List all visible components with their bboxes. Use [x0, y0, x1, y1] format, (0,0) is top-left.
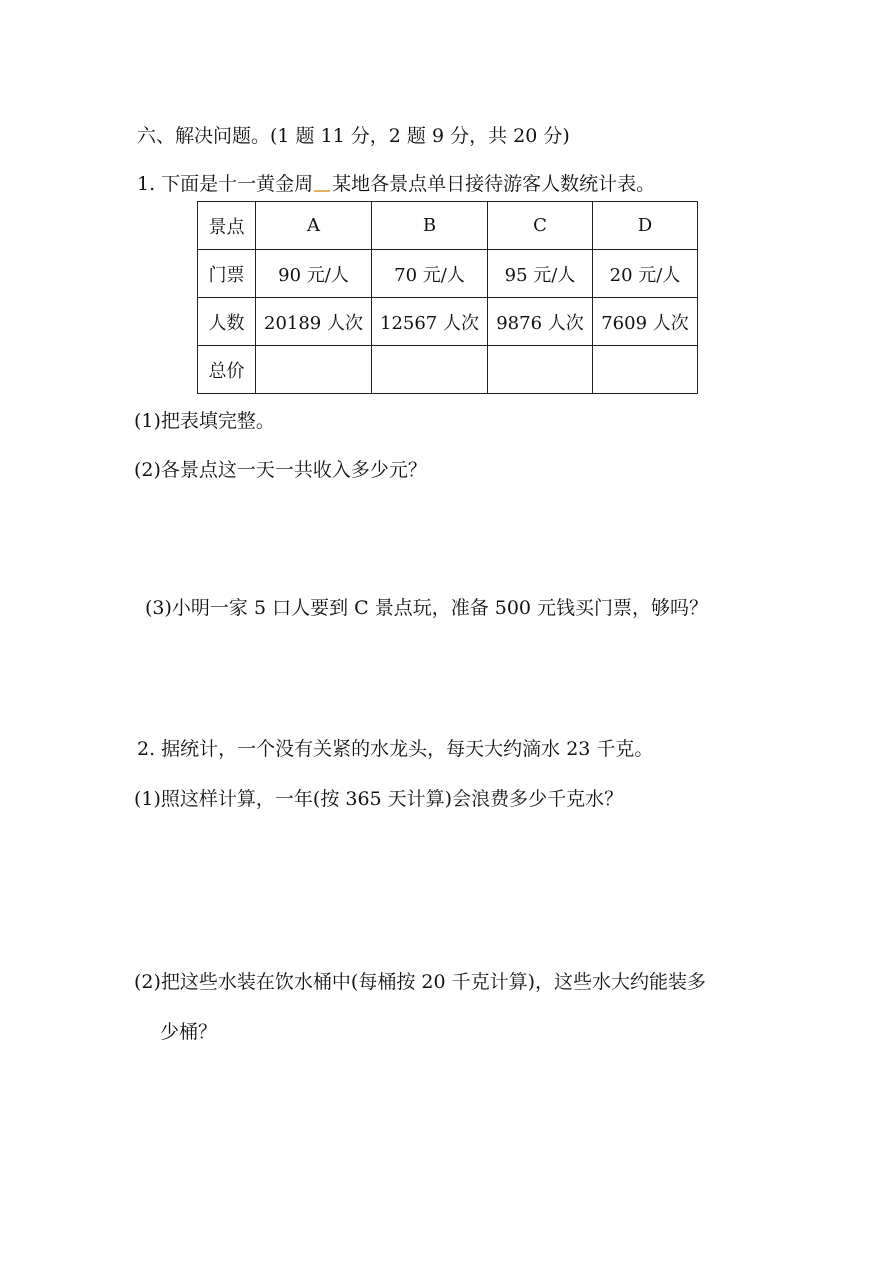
table-cell: 95 元/人 — [488, 250, 593, 298]
table-row-label: 人数 — [198, 298, 256, 346]
table-row-ticket — [198, 250, 698, 298]
question-2-sub2-line1: (2)把这些水装在饮水桶中(每桶按 20 千克计算)，这些水大约能装多 — [134, 971, 706, 993]
question-1-stem — [137, 172, 655, 196]
table-blank-cell[interactable] — [593, 346, 698, 394]
section-title: 六、解决问题。(1 题 11 分，2 题 9 分，共 20 分) — [137, 125, 570, 147]
question-2-sub2-line2: 少桶？ — [160, 1021, 218, 1043]
table-row-label: 门票 — [198, 250, 256, 298]
visitor-stats-table — [197, 201, 698, 394]
table-row-visitors — [198, 298, 698, 346]
table-row-label: 总价 — [198, 346, 256, 394]
table-header-cell: A — [256, 202, 372, 250]
question-2-sub1: (1)照这样计算，一年(按 365 天计算)会浪费多少千克水？ — [134, 788, 624, 810]
question-1-stem-part1: 1. 下面是十一黄金周 — [137, 173, 314, 195]
question-1-sub1: (1)把表填完整。 — [134, 410, 275, 432]
underline-mark — [314, 190, 330, 192]
table-cell: 12567 人次 — [372, 298, 488, 346]
table-cell: 9876 人次 — [488, 298, 593, 346]
table-header-cell: C — [488, 202, 593, 250]
table-row-total — [198, 346, 698, 394]
table-cell: 20189 人次 — [256, 298, 372, 346]
table-blank-cell[interactable] — [372, 346, 488, 394]
table-header-cell: D — [593, 202, 698, 250]
question-1-sub2: (2)各景点这一天一共收入多少元？ — [134, 459, 427, 481]
table-header-row — [198, 202, 698, 250]
table-header-cell: B — [372, 202, 488, 250]
table-cell: 70 元/人 — [372, 250, 488, 298]
table-blank-cell[interactable] — [488, 346, 593, 394]
table-blank-cell[interactable] — [256, 346, 372, 394]
table-header-cell: 景点 — [198, 202, 256, 250]
question-1-stem-part2: 某地各景点单日接待游客人数统计表。 — [332, 173, 656, 195]
question-1-sub3: (3)小明一家 5 口人要到 C 景点玩，准备 500 元钱买门票，够吗？ — [145, 597, 709, 619]
table-cell: 20 元/人 — [593, 250, 698, 298]
table-cell: 7609 人次 — [593, 298, 698, 346]
question-2-stem: 2. 据统计，一个没有关紧的水龙头，每天大约滴水 23 千克。 — [137, 738, 654, 760]
table-cell: 90 元/人 — [256, 250, 372, 298]
